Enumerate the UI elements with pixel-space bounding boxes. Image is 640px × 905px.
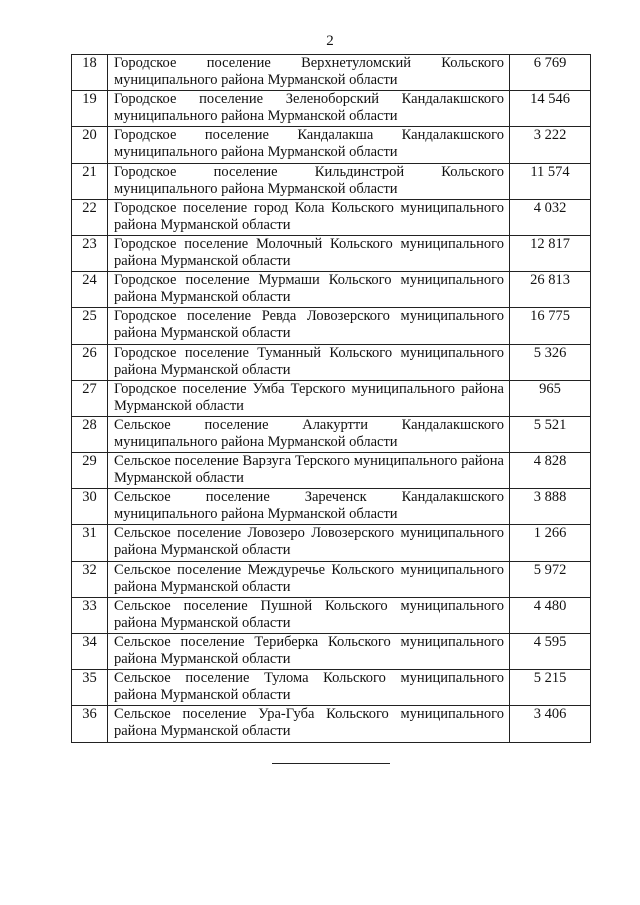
table-row (72, 344, 591, 380)
value-cell: 1 266 (510, 525, 591, 561)
settlement-name-cell: Городское поселение Мурмаши Кольского муниципального района Мурманской области (108, 272, 510, 308)
row-number-cell: 19 (72, 91, 108, 127)
settlement-name-cell: Сельское поселение Зареченск Кандалакшского муниципального района Мурманской области (108, 489, 510, 525)
page-number: 2 (326, 33, 334, 49)
row-number-cell: 35 (72, 670, 108, 706)
table-row (72, 163, 591, 199)
table-row (72, 706, 591, 742)
settlements-table (71, 54, 591, 743)
value-cell: 11 574 (510, 163, 591, 199)
closing-divider (272, 763, 390, 764)
value-cell: 12 817 (510, 235, 591, 271)
settlement-name-cell: Городское поселение Верхнетуломский Кольского муниципального района Мурманской области (108, 55, 510, 91)
table-row (72, 453, 591, 489)
settlement-name-cell: Сельское поселение Ловозеро Ловозерского муниципального района Мурманской области (108, 525, 510, 561)
settlement-name-cell: Сельское поселение Тулома Кольского муниципального района Мурманской области (108, 670, 510, 706)
value-cell: 4 480 (510, 597, 591, 633)
value-cell: 965 (510, 380, 591, 416)
settlement-name-cell: Городское поселение Кандалакша Кандалакшского муниципального района Мурманской области (108, 127, 510, 163)
settlement-name-cell: Городское поселение Ревда Ловозерского муниципального района Мурманской области (108, 308, 510, 344)
value-cell: 3 888 (510, 489, 591, 525)
row-number-cell: 20 (72, 127, 108, 163)
table-row (72, 55, 591, 91)
table-row (72, 380, 591, 416)
row-number-cell: 23 (72, 235, 108, 271)
row-number-cell: 21 (72, 163, 108, 199)
settlement-name-cell: Городское поселение Зеленоборский Кандалакшского муниципального района Мурманской области (108, 91, 510, 127)
table-row (72, 525, 591, 561)
value-cell: 5 215 (510, 670, 591, 706)
row-number-cell: 31 (72, 525, 108, 561)
table-row (72, 670, 591, 706)
settlement-name-cell: Городское поселение Молочный Кольского муниципального района Мурманской области (108, 235, 510, 271)
table-row (72, 199, 591, 235)
table-row (72, 127, 591, 163)
row-number-cell: 29 (72, 453, 108, 489)
value-cell: 4 595 (510, 634, 591, 670)
value-cell: 4 828 (510, 453, 591, 489)
settlement-name-cell: Сельское поселение Ура-Губа Кольского муниципального района Мурманской области (108, 706, 510, 742)
row-number-cell: 32 (72, 561, 108, 597)
value-cell: 6 769 (510, 55, 591, 91)
row-number-cell: 27 (72, 380, 108, 416)
table-row (72, 489, 591, 525)
value-cell: 3 406 (510, 706, 591, 742)
value-cell: 5 326 (510, 344, 591, 380)
row-number-cell: 28 (72, 416, 108, 452)
settlement-name-cell: Сельское поселение Варзуга Терского муниципального района Мурманской области (108, 453, 510, 489)
table-row (72, 634, 591, 670)
settlement-name-cell: Сельское поселение Междуречье Кольского муниципального района Мурманской области (108, 561, 510, 597)
settlement-name-cell: Городское поселение Умба Терского муниципального района Мурманской области (108, 380, 510, 416)
row-number-cell: 26 (72, 344, 108, 380)
settlement-name-cell: Городское поселение Туманный Кольского муниципального района Мурманской области (108, 344, 510, 380)
table-row (72, 91, 591, 127)
table-row (72, 597, 591, 633)
value-cell: 5 972 (510, 561, 591, 597)
row-number-cell: 22 (72, 199, 108, 235)
table-row (72, 308, 591, 344)
row-number-cell: 33 (72, 597, 108, 633)
value-cell: 4 032 (510, 199, 591, 235)
table-row (72, 561, 591, 597)
table-body (72, 55, 591, 743)
table-row (72, 272, 591, 308)
value-cell: 5 521 (510, 416, 591, 452)
row-number-cell: 36 (72, 706, 108, 742)
table-row (72, 416, 591, 452)
settlement-name-cell: Городское поселение Кильдинстрой Кольского муниципального района Мурманской области (108, 163, 510, 199)
value-cell: 16 775 (510, 308, 591, 344)
value-cell: 26 813 (510, 272, 591, 308)
table-row (72, 235, 591, 271)
settlement-name-cell: Сельское поселение Пушной Кольского муниципального района Мурманской области (108, 597, 510, 633)
row-number-cell: 25 (72, 308, 108, 344)
value-cell: 14 546 (510, 91, 591, 127)
row-number-cell: 24 (72, 272, 108, 308)
settlement-name-cell: Сельское поселение Алакуртти Кандалакшского муниципального района Мурманской области (108, 416, 510, 452)
settlement-name-cell: Городское поселение город Кола Кольского муниципального района Мурманской области (108, 199, 510, 235)
row-number-cell: 18 (72, 55, 108, 91)
settlement-name-cell: Сельское поселение Териберка Кольского муниципального района Мурманской области (108, 634, 510, 670)
row-number-cell: 34 (72, 634, 108, 670)
row-number-cell: 30 (72, 489, 108, 525)
value-cell: 3 222 (510, 127, 591, 163)
